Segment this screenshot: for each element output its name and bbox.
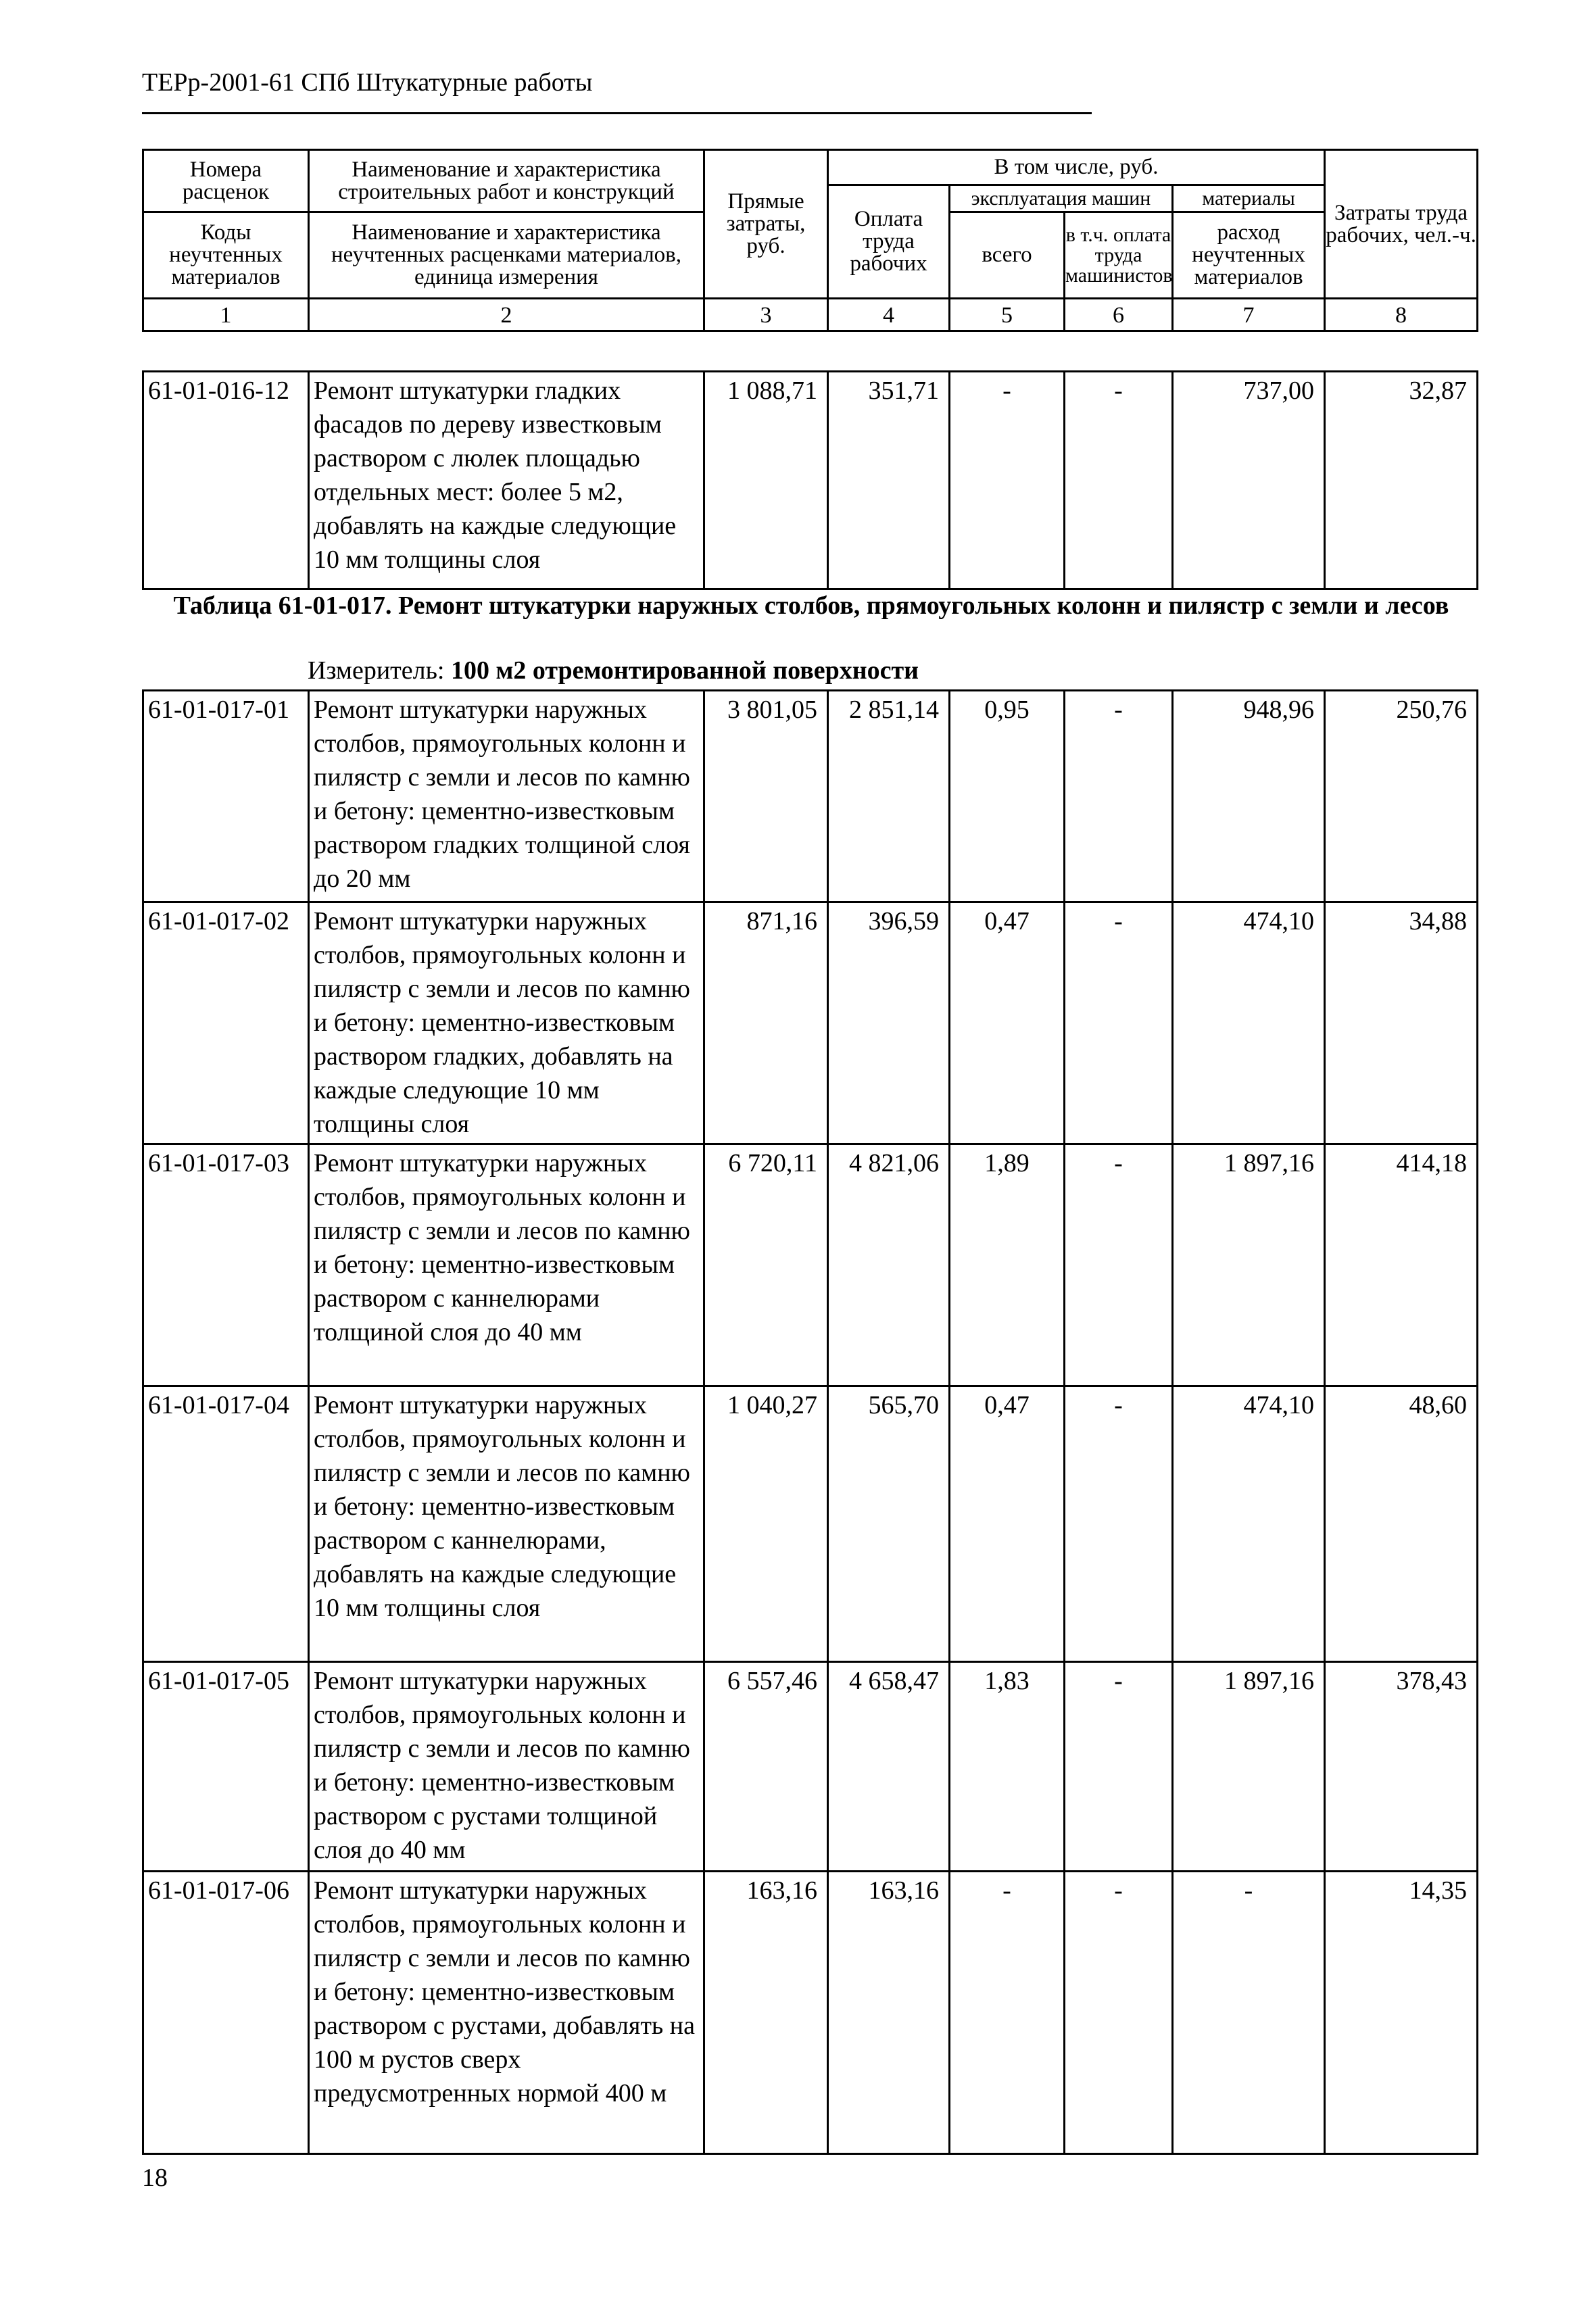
- rate-description: Ремонт штукатурки наружных столбов, прямоугольных колонн и пилястр с земли и лесов по камню и бетону: цементно-известковым раствором с каннелюрами, добавлять на каждые следующие 10 мм толщины слоя: [309, 1386, 704, 1662]
- rate-code: 61-01-017-05: [143, 1662, 309, 1872]
- machines-total-value: 0,47: [950, 902, 1065, 1144]
- header-group-incl: В том числе, руб.: [828, 150, 1325, 185]
- machines-total-value: 0,47: [950, 1386, 1065, 1662]
- labor-pay-value: 4 658,47: [828, 1662, 950, 1872]
- table-row: [143, 1386, 1478, 1662]
- materials-value: 1 897,16: [1173, 1144, 1325, 1386]
- rates-table-016: [142, 370, 1478, 590]
- header-rule: [142, 112, 1092, 114]
- column-number: 2: [309, 299, 704, 331]
- labor-pay-value: 351,71: [828, 372, 950, 589]
- labor-hours-value: 14,35: [1325, 1872, 1478, 2154]
- rate-code: 61-01-016-12: [143, 372, 309, 589]
- table-row: [143, 1872, 1478, 2154]
- header-name-bottom: Наименование и характеристика неучтенных расценками материалов, единица измерения: [309, 212, 704, 299]
- column-header-table: [142, 149, 1478, 332]
- rate-code: 61-01-017-06: [143, 1872, 309, 2154]
- header-machines: эксплуатация машин: [950, 185, 1173, 212]
- labor-hours-value: 32,87: [1325, 372, 1478, 589]
- header-name-top: Наименование и характеристика строительных работ и конструкций: [309, 150, 704, 212]
- labor-hours-value: 250,76: [1325, 691, 1478, 902]
- direct-costs-value: 6 720,11: [704, 1144, 828, 1386]
- materials-value: -: [1173, 1872, 1325, 2154]
- materials-value: 474,10: [1173, 1386, 1325, 1662]
- column-number: 6: [1065, 299, 1173, 331]
- machines-total-value: 0,95: [950, 691, 1065, 902]
- header-labor-pay: Оплата труда рабочих: [828, 185, 950, 299]
- table-row: [143, 372, 1478, 589]
- machinist-pay-value: -: [1065, 1662, 1173, 1872]
- labor-pay-value: 2 851,14: [828, 691, 950, 902]
- header-codes-top: Номера расценок: [143, 150, 309, 212]
- direct-costs-value: 6 557,46: [704, 1662, 828, 1872]
- materials-value: 474,10: [1173, 902, 1325, 1144]
- table-row: [143, 902, 1478, 1144]
- direct-costs-value: 1 088,71: [704, 372, 828, 589]
- direct-costs-value: 871,16: [704, 902, 828, 1144]
- machines-total-value: 1,89: [950, 1144, 1065, 1386]
- machinist-pay-value: -: [1065, 372, 1173, 589]
- rate-code: 61-01-017-01: [143, 691, 309, 902]
- machines-total-value: -: [950, 372, 1065, 589]
- page-header-title: ТЕРр-2001-61 СПб Штукатурные работы: [142, 68, 593, 97]
- page-number: 18: [142, 2164, 168, 2192]
- machinist-pay-value: -: [1065, 902, 1173, 1144]
- table-row: [143, 1144, 1478, 1386]
- table-title: Таблица 61-01-017. Ремонт штукатурки наружных столбов, прямоугольных колонн и пилястр с земли и лесов: [173, 591, 1449, 620]
- labor-pay-value: 396,59: [828, 902, 950, 1144]
- header-machines-total: всего: [950, 212, 1065, 299]
- column-number: 3: [704, 299, 828, 331]
- materials-value: 737,00: [1173, 372, 1325, 589]
- column-number: 1: [143, 299, 309, 331]
- labor-pay-value: 163,16: [828, 1872, 950, 2154]
- header-direct-costs: Прямые затраты, руб.: [704, 150, 828, 299]
- header-codes-bottom: Коды неучтенных материалов: [143, 212, 309, 299]
- table-meter: [308, 656, 919, 685]
- rate-description: Ремонт штукатурки наружных столбов, прямоугольных колонн и пилястр с земли и лесов по камню и бетону: цементно-известковым раствором с каннелюрами толщиной слоя до 40 мм: [309, 1144, 704, 1386]
- column-number: 5: [950, 299, 1065, 331]
- rate-description: Ремонт штукатурки наружных столбов, прямоугольных колонн и пилястр с земли и лесов по камню и бетону: цементно-известковым раствором гладких, добавлять на каждые следующие 10 мм толщины слоя: [309, 902, 704, 1144]
- meter-label: Измеритель:: [308, 656, 445, 685]
- materials-value: 1 897,16: [1173, 1662, 1325, 1872]
- machinist-pay-value: -: [1065, 1144, 1173, 1386]
- column-number: 4: [828, 299, 950, 331]
- table-row: [143, 1662, 1478, 1872]
- direct-costs-value: 1 040,27: [704, 1386, 828, 1662]
- materials-value: 948,96: [1173, 691, 1325, 902]
- table-row: [143, 691, 1478, 902]
- machinist-pay-value: -: [1065, 1872, 1173, 2154]
- rate-description: Ремонт штукатурки гладких фасадов по дереву известковым раствором с люлек площадью отдельных мест: более 5 м2, добавлять на каждые следующие 10 мм толщины слоя: [309, 372, 704, 589]
- header-machinist-pay: в т.ч. оплата труда машинистов: [1065, 212, 1173, 299]
- column-number: 8: [1325, 299, 1478, 331]
- rate-description: Ремонт штукатурки наружных столбов, прямоугольных колонн и пилястр с земли и лесов по камню и бетону: цементно-известковым раствором с рустами, добавлять на 100 м рустов сверх предусмотренных нормой 400 м: [309, 1872, 704, 2154]
- labor-pay-value: 565,70: [828, 1386, 950, 1662]
- machines-total-value: 1,83: [950, 1662, 1065, 1872]
- rate-description: Ремонт штукатурки наружных столбов, прямоугольных колонн и пилястр с земли и лесов по камню и бетону: цементно-известковым раствором с рустами толщиной слоя до 40 мм: [309, 1662, 704, 1872]
- rate-code: 61-01-017-02: [143, 902, 309, 1144]
- labor-hours-value: 48,60: [1325, 1386, 1478, 1662]
- header-materials: материалы: [1173, 185, 1325, 212]
- rate-code: 61-01-017-04: [143, 1386, 309, 1662]
- labor-pay-value: 4 821,06: [828, 1144, 950, 1386]
- rates-table-017: [142, 689, 1478, 2155]
- machines-total-value: -: [950, 1872, 1065, 2154]
- machinist-pay-value: -: [1065, 1386, 1173, 1662]
- column-number: 7: [1173, 299, 1325, 331]
- direct-costs-value: 3 801,05: [704, 691, 828, 902]
- rate-code: 61-01-017-03: [143, 1144, 309, 1386]
- header-labor-hours: Затраты труда рабочих, чел.-ч.: [1325, 150, 1478, 299]
- machinist-pay-value: -: [1065, 691, 1173, 902]
- labor-hours-value: 34,88: [1325, 902, 1478, 1144]
- header-unaccounted-materials: расход неучтенных материалов: [1173, 212, 1325, 299]
- direct-costs-value: 163,16: [704, 1872, 828, 2154]
- labor-hours-value: 414,18: [1325, 1144, 1478, 1386]
- meter-value: 100 м2 отремонтированной поверхности: [451, 656, 919, 685]
- rate-description: Ремонт штукатурки наружных столбов, прямоугольных колонн и пилястр с земли и лесов по камню и бетону: цементно-известковым раствором гладких толщиной слоя до 20 мм: [309, 691, 704, 902]
- labor-hours-value: 378,43: [1325, 1662, 1478, 1872]
